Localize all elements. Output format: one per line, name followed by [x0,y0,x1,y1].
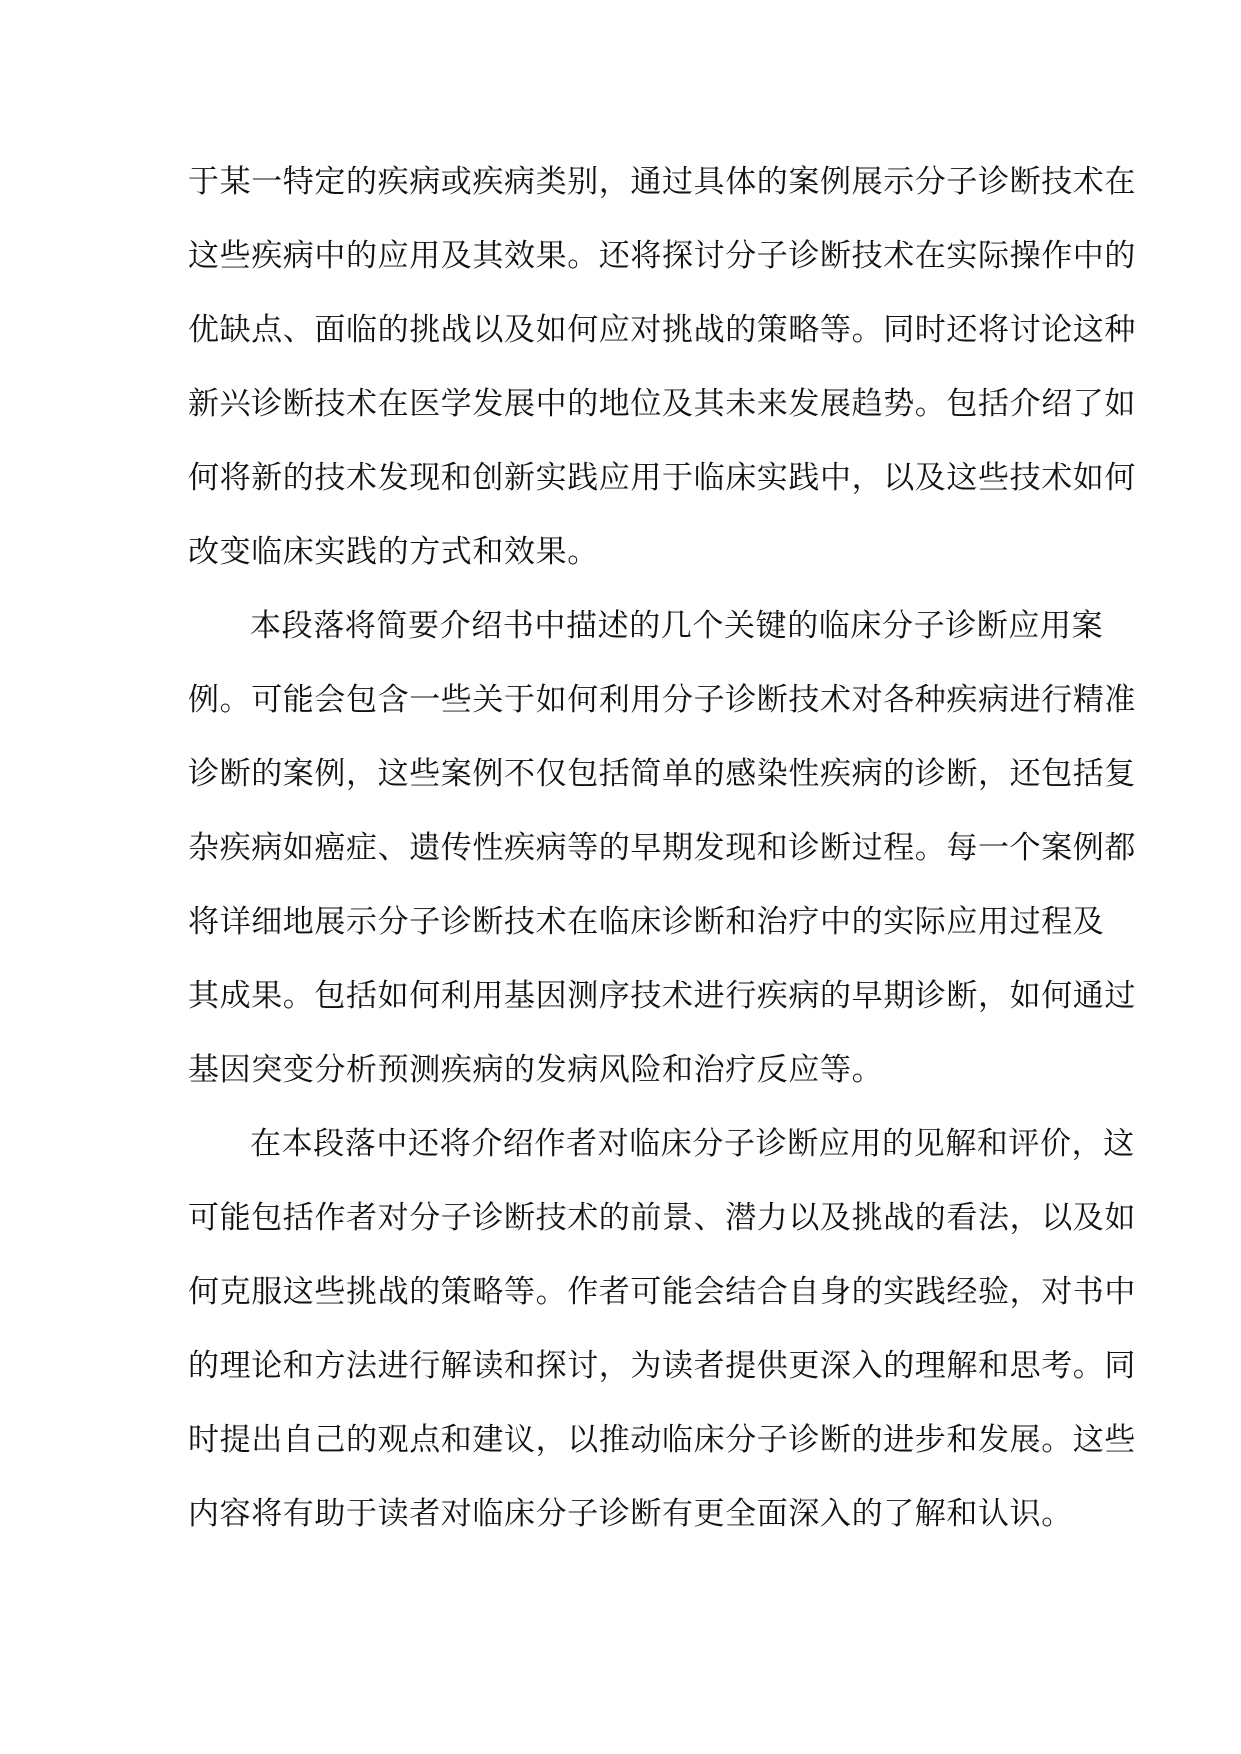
text-line: 改变临床实践的方式和效果。 [188,534,599,570]
text-line: 例。可能会包含一些关于如何利用分子诊断技术对各种疾病进行精准 [188,682,1136,718]
paragraph-2 [188,589,1136,1107]
text-line-first: 在本段落中还将介绍作者对临床分子诊断应用的见解和评价，这 [250,1126,1135,1162]
text-line: 可能包括作者对分子诊断技术的前景、潜力以及挑战的看法，以及如 [188,1200,1136,1236]
text-line: 新兴诊断技术在医学发展中的地位及其未来发展趋势。包括介绍了如 [188,386,1136,422]
text-line: 于某一特定的疾病或疾病类别，通过具体的案例展示分子诊断技术在 [188,164,1136,200]
text-line: 时提出自己的观点和建议，以推动临床分子诊断的进步和发展。这些 [188,1422,1136,1458]
text-line: 何克服这些挑战的策略等。作者可能会结合自身的实践经验，对书中 [188,1274,1136,1310]
text-line: 基因突变分析预测疾病的发病风险和治疗反应等。 [188,1052,884,1088]
text-line: 杂疾病如癌症、遗传性疾病等的早期发现和诊断过程。每一个案例都 [188,830,1136,866]
text-line: 内容将有助于读者对临床分子诊断有更全面深入的了解和认识。 [188,1496,1073,1532]
body-text [188,145,1136,1551]
text-line: 的理论和方法进行解读和探讨，为读者提供更深入的理解和思考。同 [188,1348,1136,1384]
text-line: 优缺点、面临的挑战以及如何应对挑战的策略等。同时还将讨论这种 [188,312,1136,348]
text-line-first: 本段落将简要介绍书中描述的几个关键的临床分子诊断应用案 [250,608,1104,644]
text-line: 诊断的案例，这些案例不仅包括简单的感染性疾病的诊断，还包括复 [188,756,1136,792]
text-line: 将详细地展示分子诊断技术在临床诊断和治疗中的实际应用过程及 [188,904,1105,940]
paragraph-3 [188,1107,1136,1551]
text-line: 其成果。包括如何利用基因测序技术进行疾病的早期诊断，如何通过 [188,978,1136,1014]
text-line: 这些疾病中的应用及其效果。还将探讨分子诊断技术在实际操作中的 [188,238,1136,274]
paragraph-1 [188,145,1136,589]
text-line: 何将新的技术发现和创新实践应用于临床实践中，以及这些技术如何 [188,460,1136,496]
